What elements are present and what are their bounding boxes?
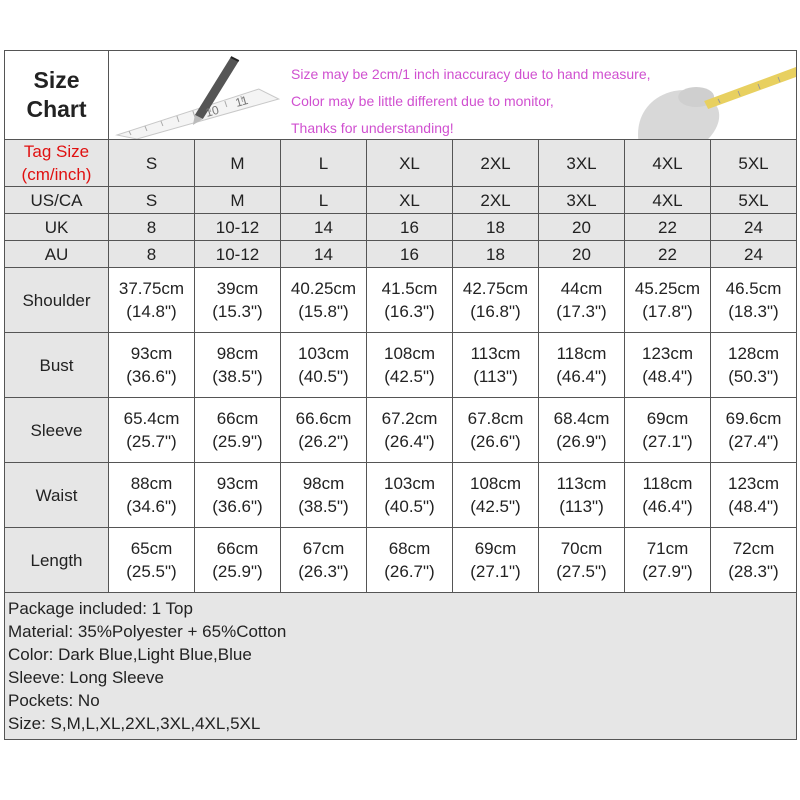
measurement-cm: 88cm — [130, 474, 173, 493]
measurement-cm: 118cm — [642, 474, 693, 493]
measurement-inch: (46.4") — [642, 497, 693, 516]
measurement-cell — [367, 333, 453, 398]
measurement-cm: 65cm — [130, 539, 173, 558]
tag-size-label-line: (cm/inch) — [21, 165, 92, 184]
measurement-cell — [109, 398, 195, 463]
measurement-cell — [539, 398, 625, 463]
banner-line: Thanks for understanding! — [291, 120, 454, 136]
measurement-cell — [625, 528, 711, 593]
measurement-cell — [195, 463, 281, 528]
measurement-inch: (34.6") — [126, 497, 177, 516]
region-row — [5, 241, 797, 268]
measurement-cm: 67.2cm — [381, 409, 438, 428]
measurement-cell — [109, 268, 195, 333]
measurement-cm: 108cm — [469, 474, 522, 493]
measurement-label: Bust — [5, 333, 109, 398]
region-size-cell: 14 — [281, 241, 367, 268]
measurement-cell — [711, 463, 797, 528]
measurement-inch: (16.3") — [384, 302, 435, 321]
region-size-cell: 18 — [453, 214, 539, 241]
measurement-cell — [367, 268, 453, 333]
measurement-inch: (26.7") — [384, 562, 435, 581]
region-label: US/CA — [5, 187, 109, 214]
measurement-cm: 72cm — [732, 539, 775, 558]
size-chart-table — [4, 50, 797, 740]
product-info — [5, 593, 797, 740]
region-size-cell: 8 — [109, 241, 195, 268]
region-label: UK — [5, 214, 109, 241]
measurement-cell — [625, 268, 711, 333]
measurement-inch: (40.5") — [384, 497, 435, 516]
measurement-cm: 66cm — [216, 539, 259, 558]
measurement-row — [5, 528, 797, 593]
measurement-cell — [539, 463, 625, 528]
region-size-cell: 10-12 — [195, 241, 281, 268]
region-size-cell: 16 — [367, 214, 453, 241]
measurement-inch: (42.5") — [384, 367, 435, 386]
tag-size-cell: 2XL — [453, 140, 539, 187]
measurement-cell — [711, 528, 797, 593]
region-size-cell: 24 — [711, 214, 797, 241]
measurement-cm: 66cm — [216, 409, 259, 428]
region-size-cell: 16 — [367, 241, 453, 268]
product-info-row — [5, 593, 797, 740]
measurement-inch: (40.5") — [298, 367, 349, 386]
banner-text — [291, 61, 651, 140]
measurement-cm: 67.8cm — [467, 409, 524, 428]
measurement-cm: 69.6cm — [725, 409, 782, 428]
region-size-cell: S — [109, 187, 195, 214]
title-line: Size — [33, 67, 80, 93]
measurement-cell — [281, 398, 367, 463]
measurement-inch: (14.8") — [126, 302, 177, 321]
banner-line: Color may be little different due to monitor, — [291, 93, 554, 109]
region-size-cell: XL — [367, 187, 453, 214]
measurement-cm: 42.75cm — [462, 279, 529, 298]
measurement-cell — [711, 398, 797, 463]
size-chart-title — [5, 51, 109, 140]
measurement-cm: 118cm — [556, 344, 607, 363]
measurement-cell — [453, 463, 539, 528]
measurement-inch: (50.3") — [728, 367, 779, 386]
measurement-cm: 44cm — [560, 279, 603, 298]
measurement-label: Waist — [5, 463, 109, 528]
measurement-cell — [367, 463, 453, 528]
measurement-inch: (27.9") — [642, 562, 693, 581]
measurement-cell — [625, 398, 711, 463]
measurement-inch: (26.3") — [298, 562, 349, 581]
measurement-inch: (17.3") — [556, 302, 607, 321]
region-size-cell: 18 — [453, 241, 539, 268]
measurement-row — [5, 268, 797, 333]
region-size-cell: 22 — [625, 241, 711, 268]
size-chart — [4, 50, 796, 746]
measurement-cm: 66.6cm — [295, 409, 352, 428]
measurement-cell — [109, 528, 195, 593]
measurement-cell — [367, 528, 453, 593]
measurement-cm: 70cm — [560, 539, 603, 558]
region-size-cell: 20 — [539, 214, 625, 241]
measurement-cell — [109, 463, 195, 528]
measurement-label: Shoulder — [5, 268, 109, 333]
measurement-inch: (25.9") — [212, 562, 263, 581]
measurement-cm: 93cm — [216, 474, 259, 493]
region-size-cell: 2XL — [453, 187, 539, 214]
measurement-inch: (25.7") — [126, 432, 177, 451]
region-size-cell: L — [281, 187, 367, 214]
tag-size-cell: 5XL — [711, 140, 797, 187]
measurement-inch: (38.5") — [212, 367, 263, 386]
measurement-inch: (16.8") — [470, 302, 521, 321]
product-info-line: Color: Dark Blue,Light Blue,Blue — [8, 645, 252, 664]
measurement-inch: (15.8") — [298, 302, 349, 321]
measurement-cm: 39cm — [216, 279, 259, 298]
measurement-cell — [109, 333, 195, 398]
header-row — [5, 51, 797, 140]
measurement-cm: 37.75cm — [118, 279, 185, 298]
measurement-cell — [281, 463, 367, 528]
measurement-inch: (25.9") — [212, 432, 263, 451]
measurement-cm: 68.4cm — [553, 409, 610, 428]
measurement-cm: 123cm — [727, 474, 780, 493]
measurement-inch: (17.8") — [642, 302, 693, 321]
region-size-cell: 22 — [625, 214, 711, 241]
measurement-inch: (27.1") — [470, 562, 521, 581]
measurement-inch: (42.5") — [470, 497, 521, 516]
measurement-inch: (38.5") — [298, 497, 349, 516]
ruler-number: 11 — [233, 92, 250, 110]
measurement-cell — [195, 528, 281, 593]
region-size-cell: 20 — [539, 241, 625, 268]
product-info-line: Size: S,M,L,XL,2XL,3XL,4XL,5XL — [8, 714, 261, 733]
measurement-cm: 98cm — [216, 344, 259, 363]
measurement-cm: 93cm — [130, 344, 173, 363]
measurement-cm: 45.25cm — [634, 279, 701, 298]
measurement-cell — [281, 528, 367, 593]
measurement-row — [5, 398, 797, 463]
region-size-cell: 14 — [281, 214, 367, 241]
measurement-inch: (48.4") — [642, 367, 693, 386]
tag-size-cell: 4XL — [625, 140, 711, 187]
measurement-cm: 113cm — [470, 344, 521, 363]
measurement-cell — [453, 268, 539, 333]
measurement-cell — [453, 528, 539, 593]
measurement-cell — [711, 268, 797, 333]
measurement-inch: (26.6") — [470, 432, 521, 451]
measurement-inch: (113") — [559, 497, 604, 516]
measurement-cm: 103cm — [297, 344, 350, 363]
measurement-label: Length — [5, 528, 109, 593]
measurement-inch: (36.6") — [126, 367, 177, 386]
measurement-cell — [281, 333, 367, 398]
measurement-cell — [625, 333, 711, 398]
region-size-cell: 10-12 — [195, 214, 281, 241]
measurement-cell — [539, 333, 625, 398]
measurement-cell — [453, 333, 539, 398]
measurement-cell — [195, 268, 281, 333]
measurement-inch: (46.4") — [556, 367, 607, 386]
measurement-inch: (28.3") — [728, 562, 779, 581]
region-label: AU — [5, 241, 109, 268]
measurement-cell — [281, 268, 367, 333]
measurement-row — [5, 333, 797, 398]
measurement-cell — [711, 333, 797, 398]
measurement-inch: (48.4") — [728, 497, 779, 516]
measurement-cm: 108cm — [383, 344, 436, 363]
measurement-row — [5, 463, 797, 528]
tag-size-cell: XL — [367, 140, 453, 187]
measurement-inch: (18.3") — [728, 302, 779, 321]
banner-line: Size may be 2cm/1 inch inaccuracy due to hand measure, — [291, 66, 651, 82]
product-info-line: Package included: 1 Top — [8, 599, 193, 618]
title-line: Chart — [26, 96, 87, 122]
measurement-cm: 113cm — [556, 474, 607, 493]
measurement-cell — [539, 528, 625, 593]
measurement-inch: (27.4") — [728, 432, 779, 451]
measurement-inch: (27.5") — [556, 562, 607, 581]
region-size-cell: 5XL — [711, 187, 797, 214]
measurement-cm: 68cm — [388, 539, 431, 558]
measurement-cell — [539, 268, 625, 333]
measurement-inch: (113") — [473, 367, 518, 386]
measurement-cm: 46.5cm — [725, 279, 782, 298]
measurement-cm: 40.25cm — [290, 279, 357, 298]
measurement-inch: (26.9") — [556, 432, 607, 451]
tag-size-cell: 3XL — [539, 140, 625, 187]
measurement-cell — [625, 463, 711, 528]
product-info-line: Pockets: No — [8, 691, 100, 710]
tag-size-cell: S — [109, 140, 195, 187]
measurement-cm: 103cm — [383, 474, 436, 493]
region-size-cell: 3XL — [539, 187, 625, 214]
product-info-line: Sleeve: Long Sleeve — [8, 668, 164, 687]
region-row — [5, 214, 797, 241]
region-size-cell: 8 — [109, 214, 195, 241]
measurement-inch: (25.5") — [126, 562, 177, 581]
region-size-cell: M — [195, 187, 281, 214]
product-info-line: Material: 35%Polyester + 65%Cotton — [8, 622, 287, 641]
measurement-cm: 69cm — [474, 539, 517, 558]
tag-size-label — [5, 140, 109, 187]
measurement-label: Sleeve — [5, 398, 109, 463]
measurement-inch: (36.6") — [212, 497, 263, 516]
ruler-number: 10 — [203, 102, 221, 120]
measurement-cm: 98cm — [302, 474, 345, 493]
measurement-banner — [109, 51, 797, 140]
measurement-cell — [453, 398, 539, 463]
measurement-inch: (26.4") — [384, 432, 435, 451]
measurement-inch: (26.2") — [298, 432, 349, 451]
measurement-inch: (15.3") — [212, 302, 263, 321]
measurement-cm: 71cm — [646, 539, 689, 558]
tag-size-cell: L — [281, 140, 367, 187]
measurement-cm: 65.4cm — [123, 409, 180, 428]
measurement-cm: 67cm — [302, 539, 345, 558]
region-size-cell: 4XL — [625, 187, 711, 214]
region-size-cell: 24 — [711, 241, 797, 268]
measurement-cm: 41.5cm — [381, 279, 438, 298]
measurement-cell — [195, 398, 281, 463]
measurement-cell — [367, 398, 453, 463]
measurement-cm: 69cm — [646, 409, 689, 428]
tag-size-row — [5, 140, 797, 187]
measurement-cell — [195, 333, 281, 398]
measurement-cm: 128cm — [727, 344, 780, 363]
region-row — [5, 187, 797, 214]
measurement-cm: 123cm — [641, 344, 694, 363]
tag-size-cell: M — [195, 140, 281, 187]
measurement-inch: (27.1") — [642, 432, 693, 451]
tag-size-label-line: Tag Size — [23, 142, 90, 161]
